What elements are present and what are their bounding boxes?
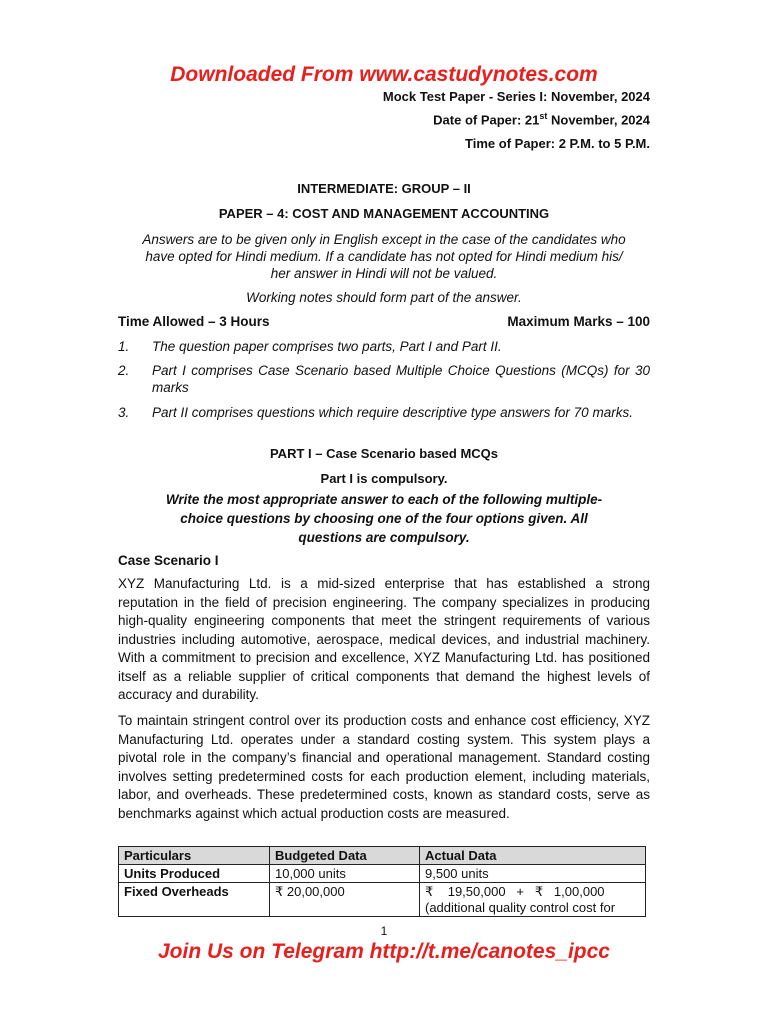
time-of-paper: Time of Paper: 2 P.M. to 5 P.M. [465,136,650,151]
mcq-instruction: Write the most appropriate answer to each of the following multiple- choice questions by choosing one of the four options given. All questions are compulsory. [165,492,603,545]
paper-heading: PAPER – 4: COST AND MANAGEMENT ACCOUNTING [218,206,550,221]
table-cell: 10,000 units [270,865,420,883]
table-header: Budgeted Data [270,847,420,865]
download-source-banner[interactable]: Downloaded From www.castudynotes.com [170,63,598,86]
series-line: Mock Test Paper - Series I: November, 2024 [382,89,650,104]
case-scenario-title: Case Scenario I [118,553,219,568]
table-cell: 9,500 units [420,865,646,883]
case-paragraph-2: To maintain stringent control over its production costs and enhance cost efficiency, XYZ Manufacturing Ltd. operates under a standard costing system. This system plays a pivotal role in the company’s financial and operational management. Standard costing involves setting predetermined costs for each production element, including materials, labor, and overheads. These predetermined costs, known as standard costs, serve as benchmarks against which actual production costs are measured. [118,713,650,821]
date-of-paper: Date of Paper: 21st November, 2024 [433,111,650,128]
instruction-item: 2. Part I comprises Case Scenario based Multiple Choice Questions (MCQs) for 30 marks [118,363,650,395]
table-header: Particulars [119,847,270,865]
table-cell: Fixed Overheads [119,883,270,917]
table-cell: ₹ 19,50,000 + ₹ 1,00,000 (additional quality control cost for [420,883,646,917]
part1-compulsory: Part I is compulsory. [320,471,448,486]
telegram-banner[interactable]: Join Us on Telegram http://t.me/canotes_ipcc [158,940,610,963]
case-paragraph-1: XYZ Manufacturing Ltd. is a mid-sized enterprise that has established a strong reputation in the field of precision engineering. The company specializes in producing high-quality engineering components that meet the stringent requirements of various industries including automotive, aerospace, medical devices, and industrial machinery. With a commitment to precision and excellence, XYZ Manufacturing Ltd. has positioned itself as a reliable supplier of critical components that demand the highest levels of accuracy and durability. [118,576,650,702]
instruction-item: 3. Part II comprises questions which require descriptive type answers for 70 marks. [118,405,633,420]
time-marks-row [118,314,650,329]
table-row [119,883,646,917]
part1-title: PART I – Case Scenario based MCQs [269,446,499,461]
table-cell: ₹ 20,00,000 [270,883,420,917]
table-header: Actual Data [420,847,646,865]
table-row [119,865,646,883]
time-allowed: Time Allowed – 3 Hours [118,314,270,329]
table-cell: Units Produced [119,865,270,883]
budget-actual-table [118,846,646,917]
group-heading: INTERMEDIATE: GROUP – II [297,181,471,196]
working-notes-note: Working notes should form part of the answer. [246,290,522,305]
page-number: 1 [380,924,388,938]
language-note: Answers are to be given only in English except in the case of the candidates who have opted for Hindi medium. If a candidate has not opted for Hindi medium his/ her answer in Hindi will not be valued. [142,232,626,281]
table-header-row [119,847,646,865]
instruction-item: 1. The question paper comprises two parts, Part I and Part II. [118,339,502,354]
maximum-marks: Maximum Marks – 100 [507,314,650,329]
